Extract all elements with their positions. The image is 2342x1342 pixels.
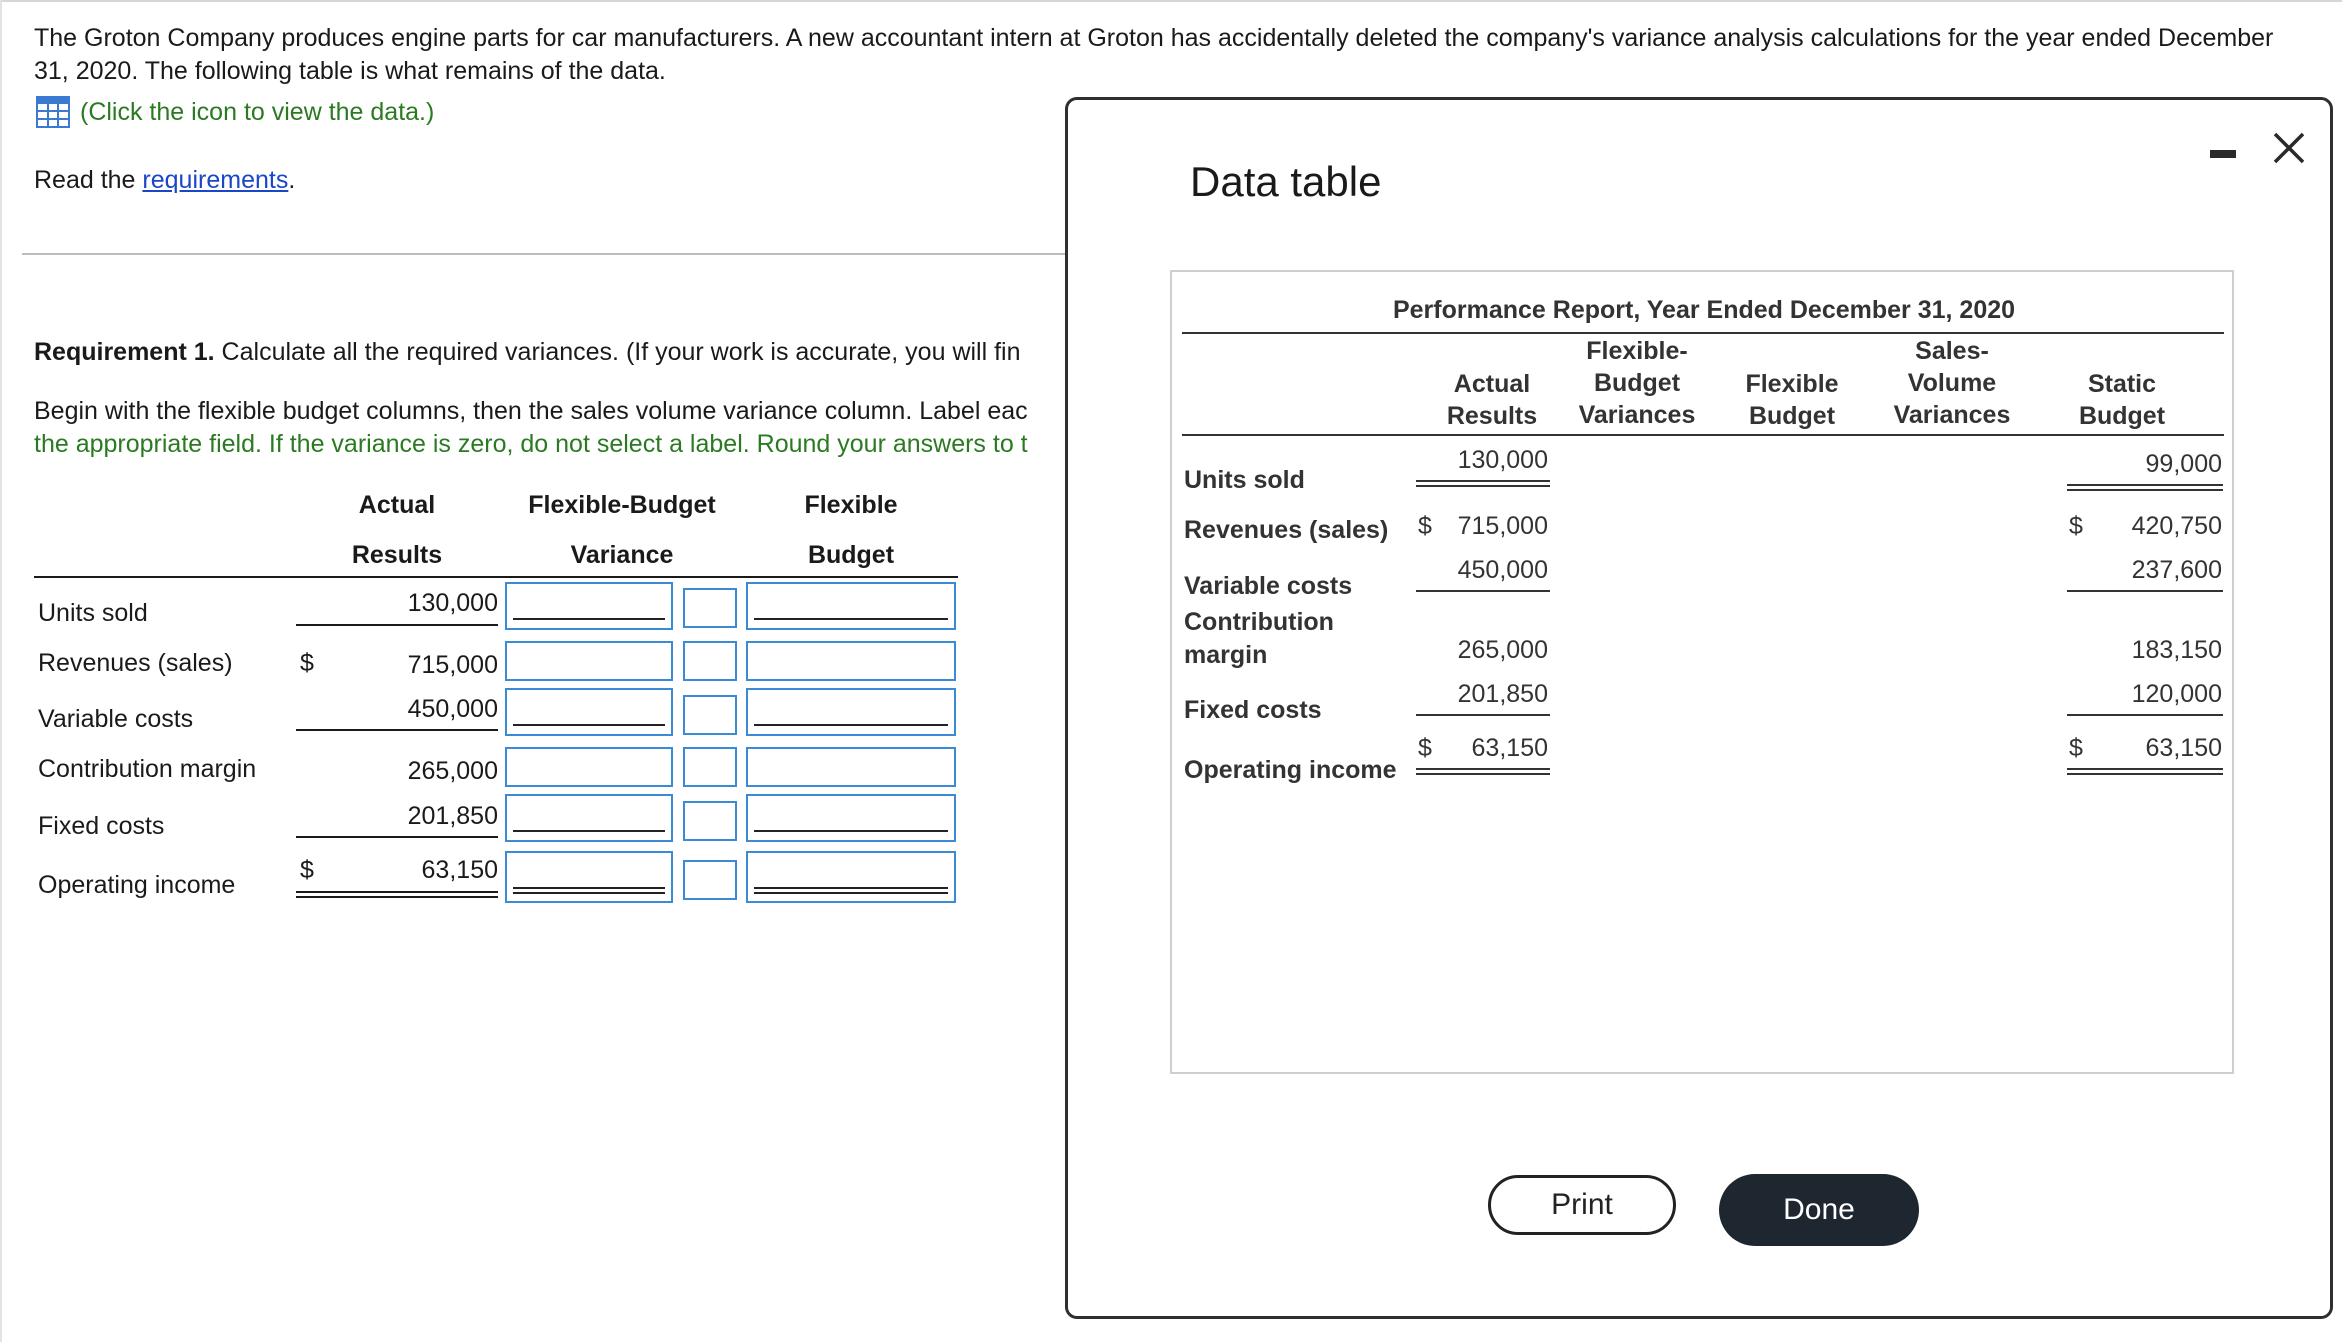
rpt-actual-revenues: 715,000 xyxy=(1457,512,1548,540)
rpt-dollar-revenues: $ xyxy=(1418,512,1432,540)
minimize-icon[interactable] xyxy=(2210,150,2236,158)
rpt-rule-static-variable xyxy=(2067,590,2223,592)
ws-actual-contribution-margin: 265,000 xyxy=(407,757,498,785)
print-button[interactable]: Print xyxy=(1488,1175,1676,1235)
rpt-actual-operating-income: 63,150 xyxy=(1471,734,1548,762)
rpt-actual-variable-costs: 450,000 xyxy=(1457,556,1548,584)
fbv-label-select-fixed-costs[interactable] xyxy=(683,801,737,841)
ws-dollar-revenues: $ xyxy=(300,649,314,677)
ws-label-operating-income: Operating income xyxy=(38,871,236,899)
rpt-rule-variable xyxy=(1416,590,1550,592)
ws-actual-revenues: 715,000 xyxy=(407,651,498,679)
rpt-dollar-operating-income: $ xyxy=(1418,734,1432,762)
top-rule xyxy=(0,0,2342,2)
rpt-static-dollar-operating-income: $ xyxy=(2069,734,2083,762)
read-prefix: Read the xyxy=(34,166,143,194)
col-header-svv-1: Sales- xyxy=(1915,337,1989,365)
fbv-input-units-sold[interactable] xyxy=(505,582,673,630)
ws-header-actual-1: Actual xyxy=(358,491,436,519)
rpt-rule-units-2 xyxy=(1416,485,1550,487)
rpt-rule-static-units-1 xyxy=(2067,484,2223,486)
ws-label-contribution-margin: Contribution margin xyxy=(38,755,257,783)
rpt-label-contribution-2: margin xyxy=(1184,641,1268,669)
rpt-label-units-sold: Units sold xyxy=(1184,466,1305,494)
ws-dollar-operating-income: $ xyxy=(300,856,314,884)
rpt-label-fixed-costs: Fixed costs xyxy=(1184,696,1322,724)
col-header-fbv-1: Flexible- xyxy=(1586,337,1688,365)
rpt-rule-static-units-2 xyxy=(2067,489,2223,491)
fbv-input-variable-costs[interactable] xyxy=(505,688,673,736)
rpt-actual-fixed-costs: 201,850 xyxy=(1457,680,1548,708)
ws-label-revenues: Revenues (sales) xyxy=(38,649,233,677)
left-border xyxy=(0,0,2,1342)
ws-header-actual-2: Results xyxy=(351,541,443,569)
rpt-label-contribution-margin xyxy=(1184,606,1334,672)
ws-header-fb-1: Flexible xyxy=(804,491,898,519)
dialog-title: Data table xyxy=(1190,158,1382,205)
fbv-label-select-variable-costs[interactable] xyxy=(683,695,737,735)
col-header-actual-2: Results xyxy=(1446,402,1538,430)
col-header-static-2: Budget xyxy=(2078,402,2166,430)
view-data-link-text[interactable]: (Click the icon to view the data.) xyxy=(80,97,435,126)
fbv-label-select-contribution-margin[interactable] xyxy=(683,747,737,787)
fbv-input-operating-income[interactable] xyxy=(505,851,673,903)
instructions-line-2: the appropriate field. If the variance is zero, do not select a label. Round your answers to t xyxy=(34,430,1028,458)
view-data-link[interactable] xyxy=(36,96,434,128)
rpt-rule-static-oi-2 xyxy=(2067,773,2223,775)
read-suffix: . xyxy=(288,166,296,194)
fbv-input-fixed-costs[interactable] xyxy=(505,794,673,842)
rpt-static-units-sold: 99,000 xyxy=(2145,450,2222,478)
rpt-static-operating-income: 63,150 xyxy=(2145,734,2222,762)
rpt-rule-oi-2 xyxy=(1416,773,1550,775)
requirement-1-text xyxy=(34,338,1070,367)
done-button[interactable]: Done xyxy=(1719,1174,1919,1246)
ws-actual-variable-costs: 450,000 xyxy=(407,695,498,723)
rpt-rule-units-1 xyxy=(1416,480,1550,482)
col-header-svv-2: Volume xyxy=(1907,369,1997,397)
rpt-static-dollar-revenues: $ xyxy=(2069,512,2083,540)
col-header-fb-2: Budget xyxy=(1748,402,1836,430)
ws-actual-units-sold: 130,000 xyxy=(407,589,498,617)
rpt-static-fixed-costs: 120,000 xyxy=(2131,680,2222,708)
report-title-rule xyxy=(1182,332,2224,334)
rpt-rule-oi-1 xyxy=(1416,768,1550,770)
requirement-1-label: Requirement 1. xyxy=(34,338,215,366)
ws-rule-units xyxy=(296,624,498,626)
rpt-static-variable-costs: 237,600 xyxy=(2131,556,2222,584)
fbv-input-contribution-margin[interactable] xyxy=(505,747,673,787)
rpt-static-contribution-margin: 183,150 xyxy=(2131,636,2222,664)
fb-input-units-sold[interactable] xyxy=(746,582,956,630)
ws-actual-operating-income: 63,150 xyxy=(421,856,498,884)
ws-rule-oi-1 xyxy=(296,891,498,893)
rpt-rule-static-fixed xyxy=(2067,714,2223,716)
requirements-link[interactable]: requirements xyxy=(142,166,289,194)
fb-input-revenues[interactable] xyxy=(746,641,956,681)
data-table-dialog xyxy=(1065,97,2333,1319)
rpt-label-revenues: Revenues (sales) xyxy=(1184,516,1389,544)
requirement-1-body: Calculate all the required variances. (If your work is accurate, you will fin xyxy=(214,338,1021,366)
col-header-actual-1: Actual xyxy=(1453,370,1531,398)
col-header-fb xyxy=(1722,368,1862,432)
ws-rule-oi-2 xyxy=(296,896,498,898)
col-header-static-1: Static xyxy=(2087,370,2157,398)
rpt-actual-contribution-margin: 265,000 xyxy=(1457,636,1548,664)
instructions xyxy=(34,395,1070,461)
fb-input-fixed-costs[interactable] xyxy=(746,794,956,842)
rpt-rule-fixed xyxy=(1416,714,1550,716)
col-header-svv-3: Variances xyxy=(1893,401,2011,429)
fbv-label-select-revenues[interactable] xyxy=(683,641,737,681)
rpt-label-contribution-1: Contribution xyxy=(1184,608,1334,636)
fb-input-variable-costs[interactable] xyxy=(746,688,956,736)
rpt-label-variable-costs: Variable costs xyxy=(1184,572,1353,600)
report-title: Performance Report, Year Ended December 31, 2020 xyxy=(1392,296,2016,324)
rpt-static-revenues: 420,750 xyxy=(2131,512,2222,540)
instructions-line-1: Begin with the flexible budget columns, then the sales volume variance column. Label eac xyxy=(34,397,1028,425)
rpt-rule-static-oi-1 xyxy=(2067,768,2223,770)
table-grid-icon[interactable] xyxy=(36,96,70,128)
ws-actual-fixed-costs: 201,850 xyxy=(407,802,498,830)
fbv-label-select-units-sold[interactable] xyxy=(683,588,737,628)
ws-header-fbv-2: Variance xyxy=(570,541,674,569)
col-header-fbv-2: Budget xyxy=(1593,369,1681,397)
ws-label-fixed-costs: Fixed costs xyxy=(38,812,165,840)
ws-label-units-sold: Units sold xyxy=(38,599,148,627)
close-icon[interactable] xyxy=(2269,128,2309,168)
read-requirements xyxy=(34,166,295,195)
performance-report-panel xyxy=(1170,270,2234,1074)
col-header-svv xyxy=(1872,335,2032,431)
ws-label-variable-costs: Variable costs xyxy=(38,705,194,733)
col-header-fbv-3: Variances xyxy=(1578,401,1696,429)
ws-header-fbv-1: Flexible-Budget xyxy=(528,491,716,519)
fb-input-operating-income[interactable] xyxy=(746,851,956,903)
col-header-actual xyxy=(1424,368,1560,432)
rpt-actual-units-sold: 130,000 xyxy=(1457,446,1548,474)
ws-header-fb-2: Budget xyxy=(807,541,895,569)
report-header-rule xyxy=(1182,434,2224,436)
fb-input-contribution-margin[interactable] xyxy=(746,747,956,787)
rpt-label-operating-income: Operating income xyxy=(1184,756,1397,784)
col-header-fb-1: Flexible xyxy=(1745,370,1839,398)
ws-rule-fixed xyxy=(296,836,498,838)
section-divider xyxy=(22,253,1072,255)
fbv-label-select-operating-income[interactable] xyxy=(683,860,737,900)
col-header-fbv xyxy=(1562,335,1712,431)
problem-intro: The Groton Company produces engine parts for car manufacturers. A new accountant intern at Groton has accidentally deleted the company's variance analysis calculations for the year ended December 31, 2020. The following table is what remains of the data. xyxy=(34,24,2274,85)
ws-header-rule xyxy=(34,576,958,578)
ws-rule-variable xyxy=(296,729,498,731)
col-header-static xyxy=(2052,368,2192,432)
fbv-input-revenues[interactable] xyxy=(505,641,673,681)
